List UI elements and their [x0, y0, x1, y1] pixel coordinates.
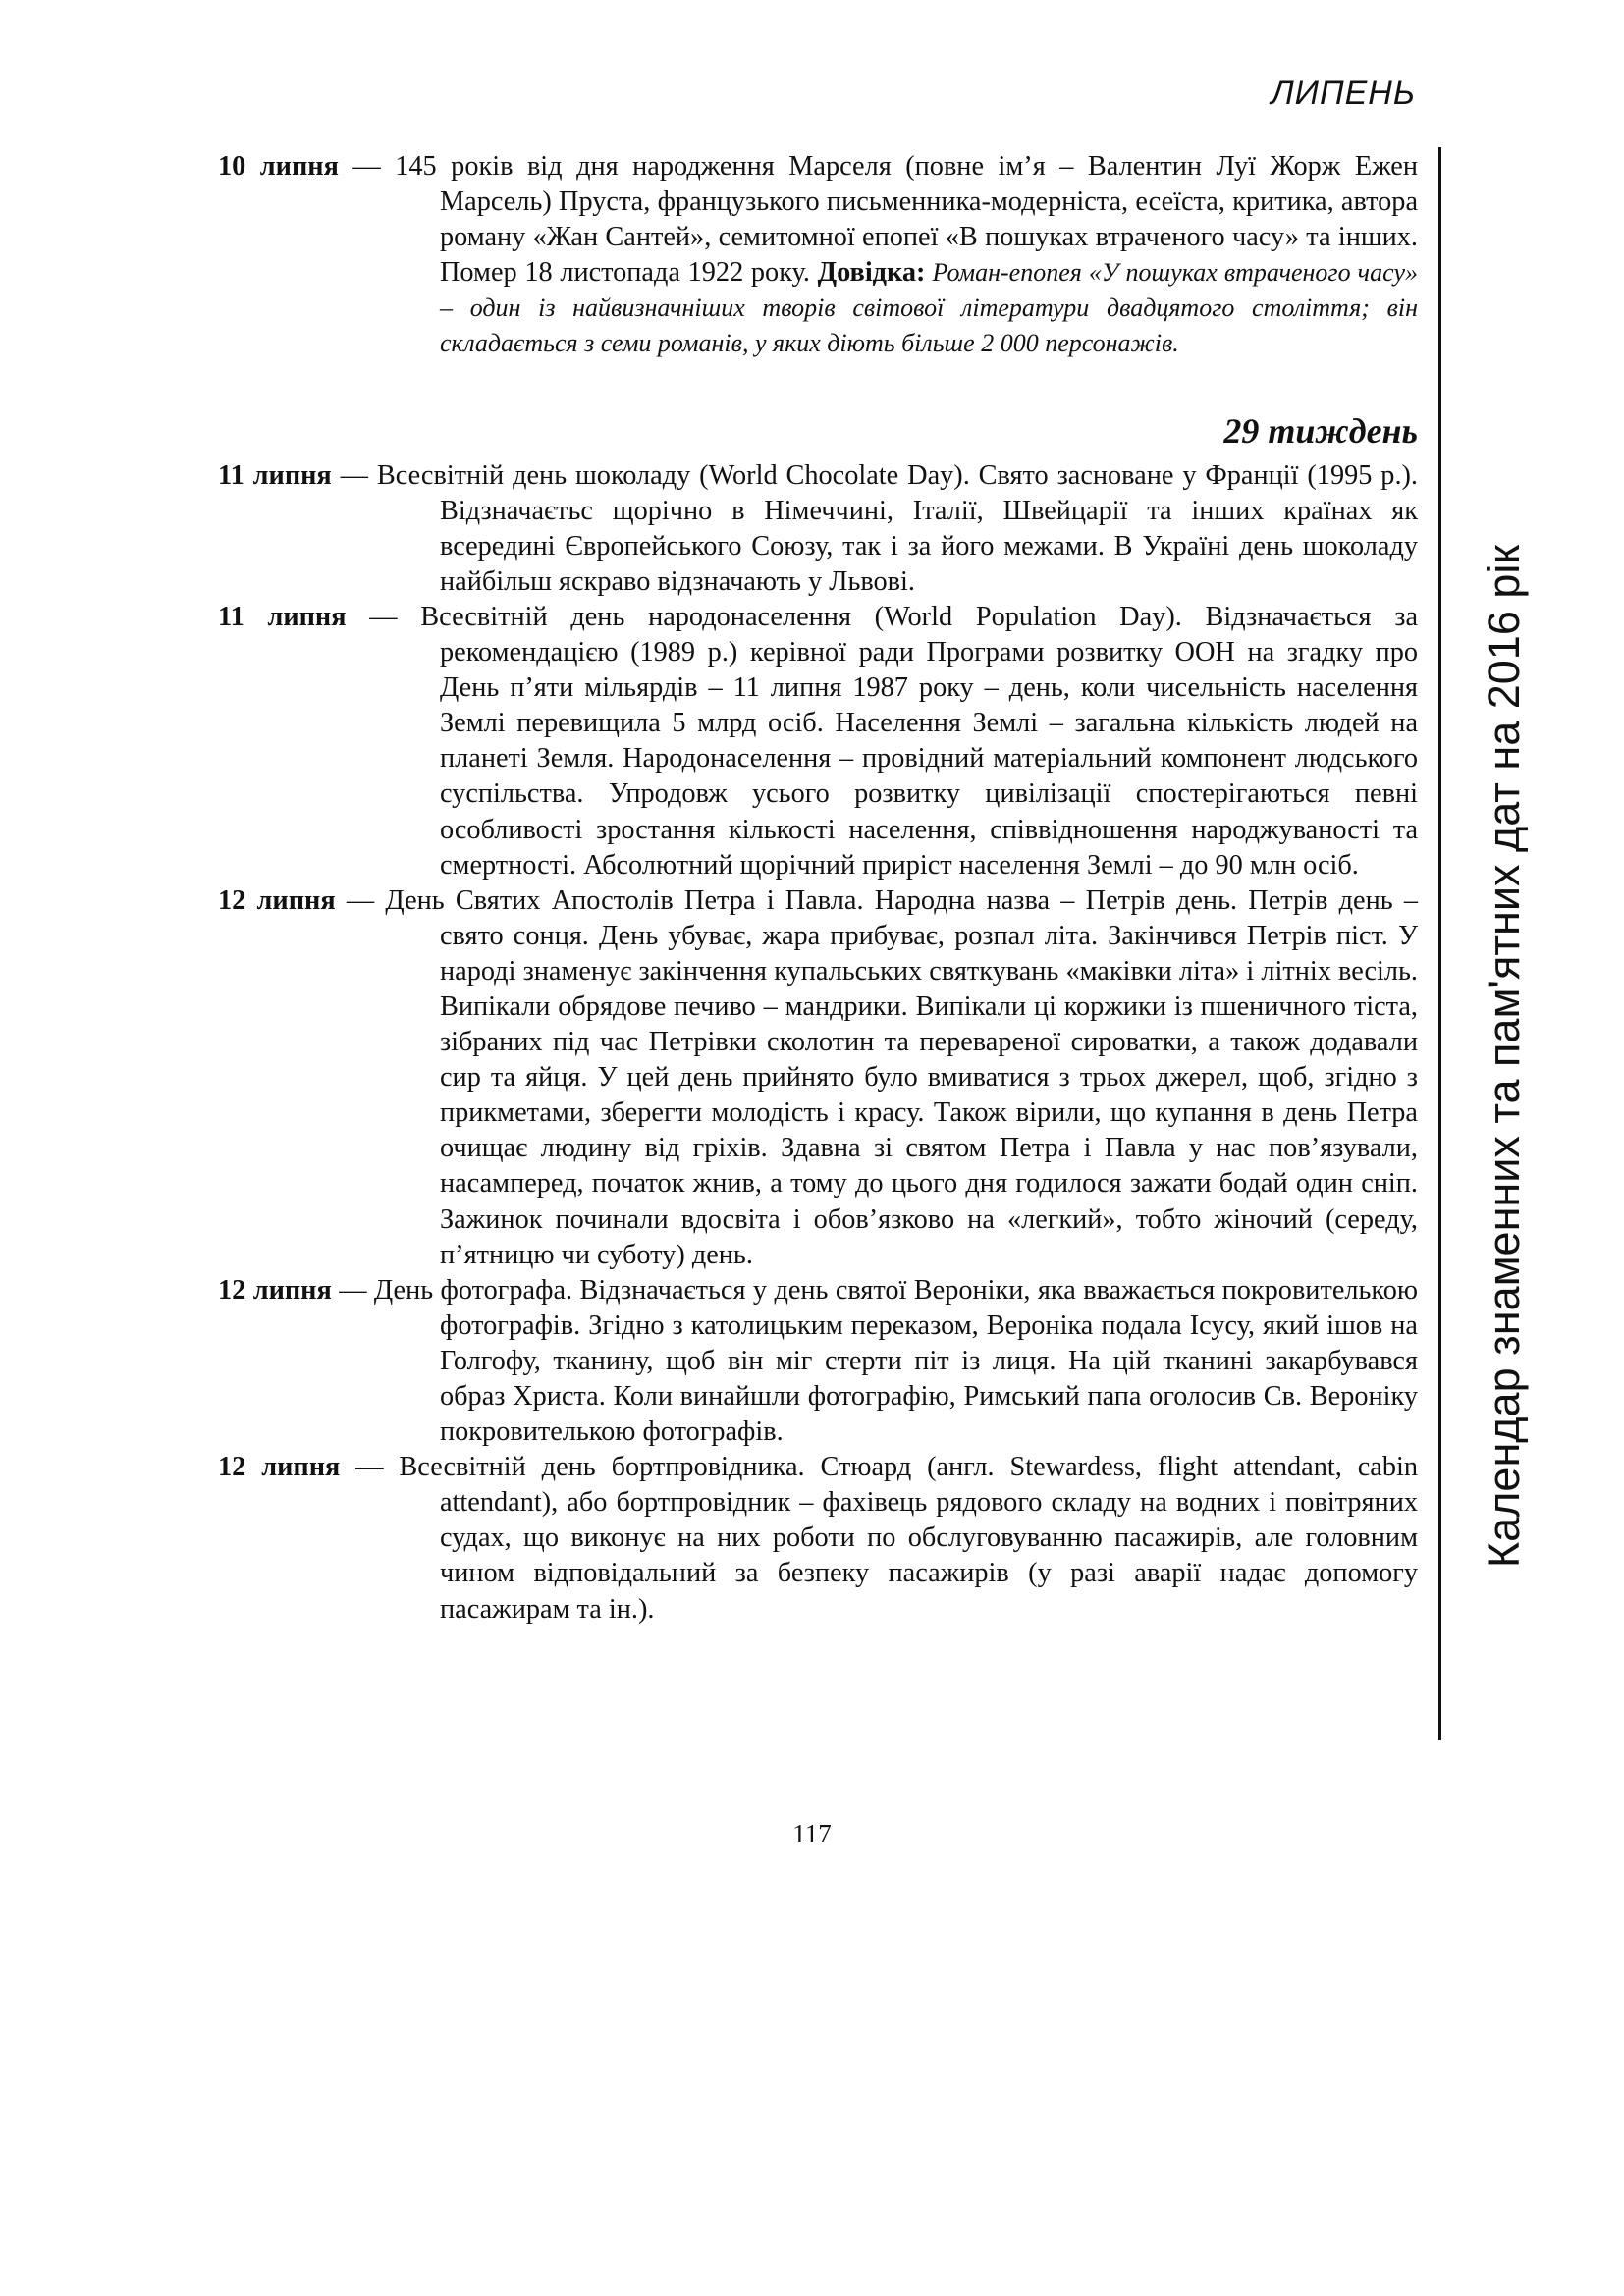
entry-date: 12 липня: [218, 884, 336, 916]
entry-text: — Всесвітній день народонаселення (World Population Day). Відзначається за рекомендацією (1989 р.) керівної ради Програми розвитку ООН на згадку про День п’яти мільярдів – 11 липня 1987 року – день, коли чисельність населення Землі перевищила 5 млрд осіб. Населення Землі – загальна кількість людей на планеті Земля. Народонаселення – провідний матеріальний компонент людського суспільства. Упродовж усього розвитку цивілізації спостерігаються певні особливості зростання кількості населення, співвідношення народжуваності та смертності. Абсолютний щорічний приріст населення Землі – до 90 млн осіб.: [346, 601, 1419, 881]
reference-text: Роман-епопея «У пошуках втраченого часу» – один із найвизначніших творів світової літератури двадцятого століття; він складається з семи романів, у яких діють більше 2 000 персонажів.: [440, 258, 1418, 358]
entry-text: — День Святих Апостолів Петра і Павла. Народна назва – Петрів день. Петрів день – свято сонця. День убуває, жара прибуває, розпал літа. Закінчився Петрів піст. У народі знаменує закінчення купальських святкувань «маківки літа» і літніх весіль. Випікали обрядове печиво – мандрики. Випікали ці коржики із пшеничного тіста, зібраних під час Петрівки сколотин та переваренoї сироватки, а також додавали сир та яйця. У цей день прийнято було вмиватися з трьох джерел, щоб, згідно з прикметами, зберегти молодість і красу. Також вірили, що купання в день Петра очищає людину від гріхів. Здавна зі святом Петра і Павла у нас пов’язували, насамперед, початок жнив, а тому до цього дня годилося зажати бодай один сніп. Зажинок починали вдосвіта і обов’язково на «легкий», тобто жіночий (середу, п’ятницю чи суботу) день.: [335, 884, 1419, 1270]
entry-text: — Всесвітній день бортпровідника. Стюард (англ. Stewardess, flight attendant, cabin attendant), або бортпровідник – фахівець рядового складу на водних і повітряних судах, що виконує на них роботи по обслуговуванню пасажирів, але головним чином відповідальний за безпеку пасажирів (у разі аварії надає допомогу пасажирам та ін.).: [340, 1452, 1418, 1625]
entry-text: — День фотографа. Відзначається у день святої Вероніки, яка вважається покровителькою фотографів. Згідно з католицьким переказом, Вероніка подала Ісусу, який ішов на Голгофу, тканину, щоб він міг стерти піт із лиця. На цій тканині закарбувався образ Христа. Коли винайшли фотографію, Римський папа оголосив Св. Вероніку покровителькою фотографів.: [331, 1274, 1419, 1448]
week-heading: 29 тиждень: [1223, 410, 1418, 451]
entry-proust: [218, 149, 1418, 362]
entry-peter-paul-day: [218, 883, 1418, 1273]
side-book-title: Календар знаменних та пам'ятних дат на 2016 рік: [1479, 544, 1529, 1569]
entry-chocolate-day: [218, 458, 1418, 600]
vertical-divider: [1438, 147, 1441, 1740]
running-header-month: ЛИПЕНЬ: [1271, 75, 1416, 112]
entry-flight-attendant-day: [218, 1450, 1418, 1627]
entry-date: 12 липня: [218, 1274, 332, 1306]
page-number: 117: [792, 1819, 832, 1848]
entry-population-day: [218, 600, 1418, 883]
entry-date: 11 липня: [218, 459, 332, 491]
entry-date: 12 липня: [218, 1452, 341, 1483]
entry-date: 10 липня: [218, 151, 339, 182]
entry-date: 11 липня: [218, 601, 347, 632]
page-content: [218, 149, 1418, 1628]
reference-label: Довідка:: [817, 257, 926, 289]
entry-text: — Всесвітній день шоколаду (World Chocolate Day). Свято засноване у Франції (1995 р.). Відзначаєтьс щорічно в Німеччині, Італії, Швейцарії та інших країнах як всередині Європейського Союзу, так і за його межами. В Україні день шоколаду найбільш яскраво відзначають у Львові.: [331, 459, 1419, 597]
entry-photographer-day: [218, 1273, 1418, 1450]
entry-text: — 145 років від дня народження Марселя (повне ім’я – Валентин Луї Жорж Ежен Марсель) Пруста, французького письменника-модерніста, есеїста, критика, автора роману «Жан Сантей», семитомної епопеї «В пошуках втраченого часу» та інших. Помер 18 листопада 1922 року.: [338, 151, 1418, 289]
